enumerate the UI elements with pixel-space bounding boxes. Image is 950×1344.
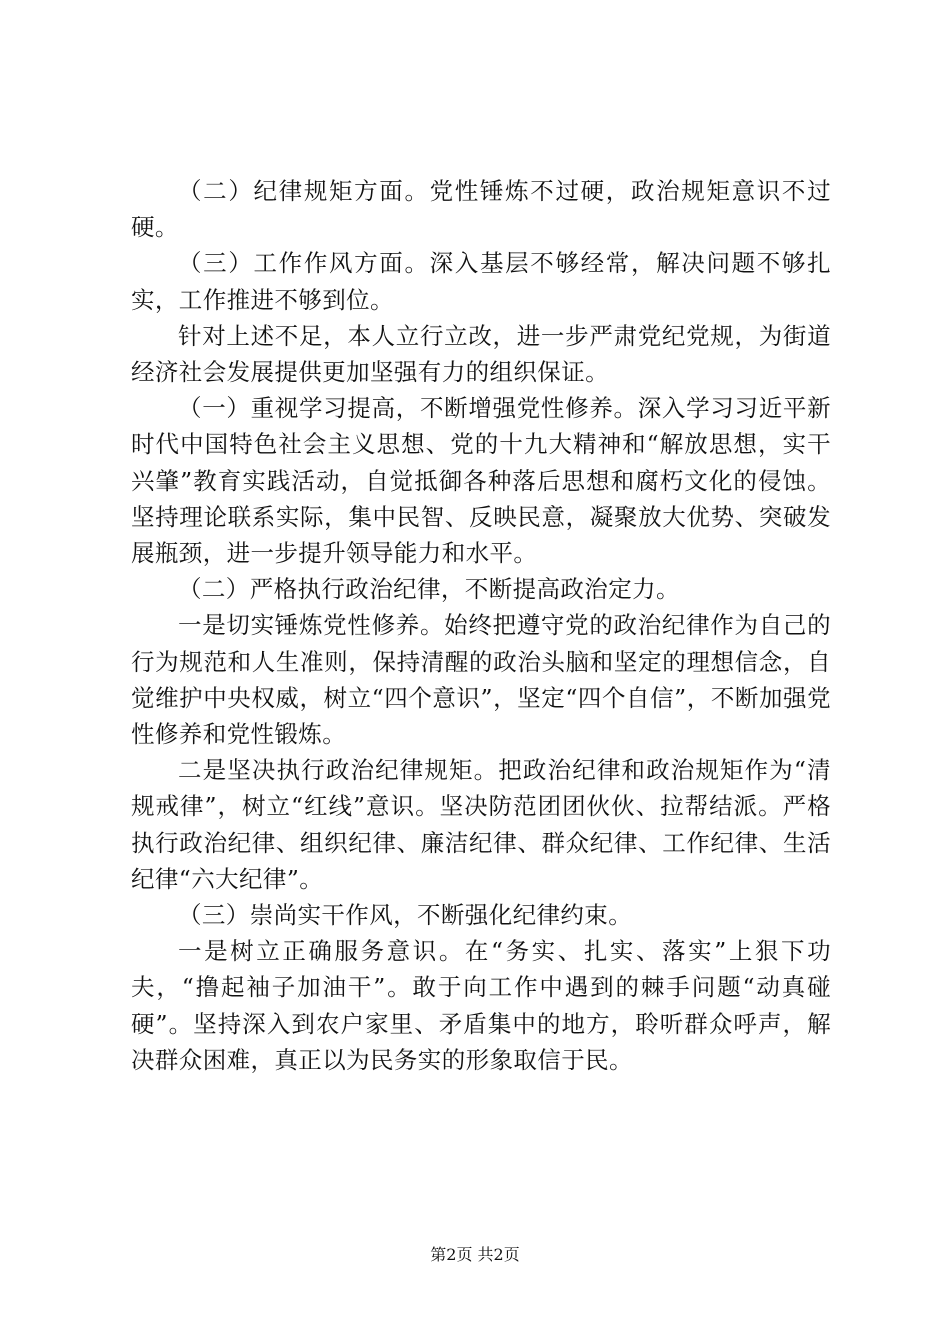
paragraph-rectification: 针对上述不足，本人立行立改，进一步严肃党纪党规，为街道经济社会发展提供更加坚强有力的组织保证。 [131,321,831,387]
page-number-label: 第2页 共2页 [430,1245,520,1264]
document-body [131,173,831,1078]
paragraph-work-style: （三）工作作风方面。深入基层不够经常，解决问题不够扎实，工作推进不够到位。 [131,249,831,314]
paragraph-political-rules: 二是坚决执行政治纪律规矩。把政治纪律和政治规矩作为“清规戒律”，树立“红线”意识。坚决防范团团伙伙、拉帮结派。严格执行政治纪律、组织纪律、廉洁纪律、群众纪律、工作纪律、生活纪律“六大纪律”。 [131,756,831,893]
paragraph-party-spirit: 一是切实锤炼党性修养。始终把遵守党的政治纪律作为自己的行为规范和人生准则，保持清醒的政治头脑和坚定的理想信念，自觉维护中央权威，树立“四个意识”，坚定“四个自信”，不断加强党性修养和党性锻炼。 [131,611,831,749]
paragraph-discipline-rules: （二）纪律规矩方面。党性锤炼不过硬，政治规矩意识不过硬。 [131,177,831,242]
paragraph-study: （一）重视学习提高，不断增强党性修养。深入学习习近平新时代中国特色社会主义思想、党的十九大精神和“解放思想，实干兴肇”教育实践活动，自觉抵御各种落后思想和腐朽文化的侵蚀。坚持理论联系实际，集中民智、反映民意，凝聚放大优势、突破发展瓶颈，进一步提升领导能力和水平。 [131,394,831,568]
paragraph-political-discipline: （二）严格执行政治纪律，不断提高政治定力。 [178,575,680,604]
paragraph-service: 一是树立正确服务意识。在“务实、扎实、落实”上狠下功夫，“撸起袖子加油干”。敢于向工作中遇到的棘手问题“动真碰硬”。坚持深入到农户家里、矛盾集中的地方，聆听群众呼声，解决群众困难，真正以为民务实的形象取信于民。 [131,937,831,1074]
paragraph-practical-style: （三）崇尚实干作风，不断强化纪律约束。 [178,901,633,930]
page-footer [0,1245,950,1265]
